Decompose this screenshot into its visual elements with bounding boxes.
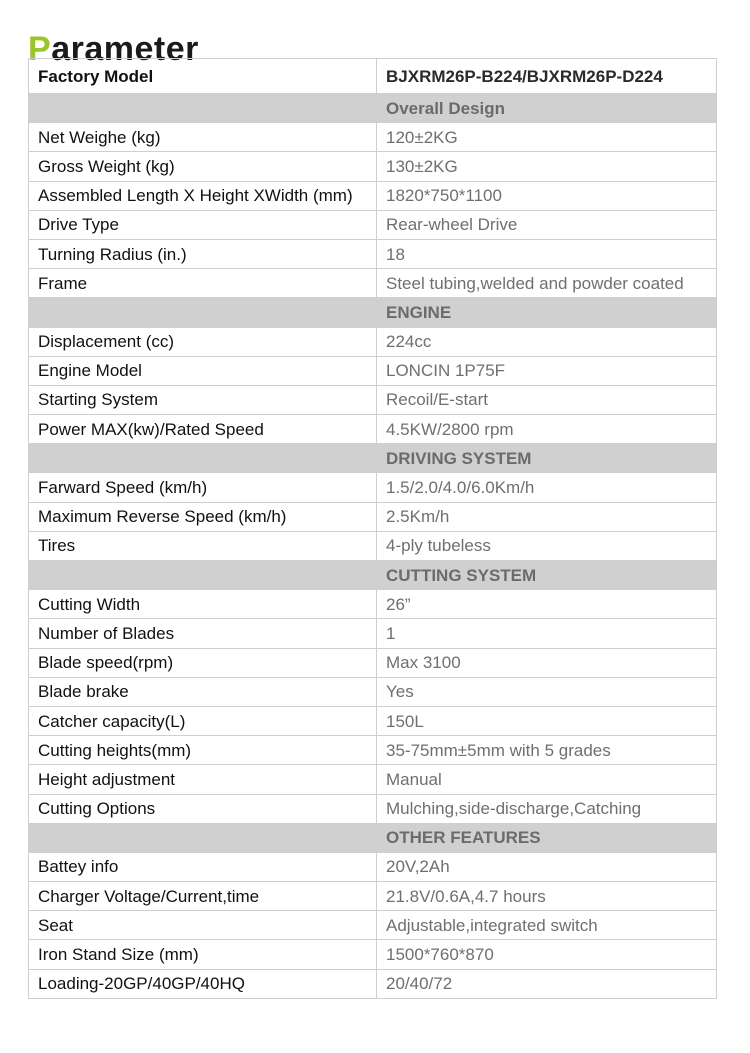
param-label: Iron Stand Size (mm) (29, 940, 377, 969)
param-value: 4-ply tubeless (377, 531, 717, 560)
factory-model-row (29, 59, 717, 94)
param-value: 20/40/72 (377, 969, 717, 998)
table-row (29, 531, 717, 560)
section-header-row (29, 823, 717, 852)
param-label: Drive Type (29, 210, 377, 239)
param-value: 20V,2Ah (377, 852, 717, 881)
param-label: Cutting Options (29, 794, 377, 823)
param-value: 120±2KG (377, 123, 717, 152)
param-value: 4.5KW/2800 rpm (377, 415, 717, 444)
table-row (29, 794, 717, 823)
title-first-letter: P (28, 29, 52, 68)
param-value: 1500*760*870 (377, 940, 717, 969)
param-label: Catcher capacity(L) (29, 706, 377, 735)
param-label: Seat (29, 911, 377, 940)
param-value: Adjustable,integrated switch (377, 911, 717, 940)
table-row (29, 677, 717, 706)
factory-model-label: Factory Model (29, 59, 377, 94)
param-label: Battey info (29, 852, 377, 881)
param-label: Turning Radius (in.) (29, 239, 377, 268)
table-row (29, 852, 717, 881)
section-title: DRIVING SYSTEM (377, 444, 717, 473)
param-label: Cutting Width (29, 590, 377, 619)
param-value: 26” (377, 590, 717, 619)
table-row (29, 123, 717, 152)
param-label: Blade speed(rpm) (29, 648, 377, 677)
title-rest: arameter (51, 29, 199, 68)
param-label: Assembled Length X Height XWidth (mm) (29, 181, 377, 210)
table-row (29, 181, 717, 210)
section-title: Overall Design (377, 94, 717, 123)
param-value: Max 3100 (377, 648, 717, 677)
param-label: Height adjustment (29, 765, 377, 794)
table-row (29, 619, 717, 648)
section-header-spacer (29, 561, 377, 590)
param-value: 21.8V/0.6A,4.7 hours (377, 882, 717, 911)
param-label: Maximum Reverse Speed (km/h) (29, 502, 377, 531)
section-title: OTHER FEATURES (377, 823, 717, 852)
table-row (29, 415, 717, 444)
param-value: LONCIN 1P75F (377, 356, 717, 385)
param-label: Farward Speed (km/h) (29, 473, 377, 502)
table-row (29, 911, 717, 940)
param-value: Steel tubing,welded and powder coated (377, 269, 717, 298)
section-header-spacer (29, 298, 377, 327)
param-value: 150L (377, 706, 717, 735)
table-row (29, 269, 717, 298)
parameter-table (28, 58, 717, 999)
param-value: 1 (377, 619, 717, 648)
param-label: Engine Model (29, 356, 377, 385)
param-label: Charger Voltage/Current,time (29, 882, 377, 911)
table-row (29, 210, 717, 239)
param-value: Mulching,side-discharge,Catching (377, 794, 717, 823)
section-header-spacer (29, 823, 377, 852)
section-header-row (29, 298, 717, 327)
section-header-row (29, 94, 717, 123)
param-label: Starting System (29, 385, 377, 414)
param-value: Rear-wheel Drive (377, 210, 717, 239)
table-row (29, 473, 717, 502)
param-label: Net Weighe (kg) (29, 123, 377, 152)
table-row (29, 765, 717, 794)
param-value: 1820*750*1100 (377, 181, 717, 210)
param-value: 1.5/2.0/4.0/6.0Km/h (377, 473, 717, 502)
param-label: Power MAX(kw)/Rated Speed (29, 415, 377, 444)
table-row (29, 590, 717, 619)
table-row (29, 327, 717, 356)
section-header-spacer (29, 94, 377, 123)
table-row (29, 239, 717, 268)
table-row (29, 502, 717, 531)
section-header-row (29, 444, 717, 473)
param-value: Recoil/E-start (377, 385, 717, 414)
table-row (29, 648, 717, 677)
param-label: Tires (29, 531, 377, 560)
param-label: Displacement (cc) (29, 327, 377, 356)
table-row (29, 736, 717, 765)
param-label: Blade brake (29, 677, 377, 706)
param-label: Frame (29, 269, 377, 298)
parameter-table-body (29, 59, 717, 999)
section-title: CUTTING SYSTEM (377, 561, 717, 590)
param-value: Manual (377, 765, 717, 794)
param-value: 130±2KG (377, 152, 717, 181)
param-label: Gross Weight (kg) (29, 152, 377, 181)
section-title: ENGINE (377, 298, 717, 327)
param-label: Cutting heights(mm) (29, 736, 377, 765)
section-header-row (29, 561, 717, 590)
table-row (29, 706, 717, 735)
table-row (29, 940, 717, 969)
table-row (29, 152, 717, 181)
param-label: Number of Blades (29, 619, 377, 648)
section-header-spacer (29, 444, 377, 473)
table-row (29, 385, 717, 414)
param-label: Loading-20GP/40GP/40HQ (29, 969, 377, 998)
param-value: Yes (377, 677, 717, 706)
table-row (29, 882, 717, 911)
table-row (29, 356, 717, 385)
table-row (29, 969, 717, 998)
param-value: 18 (377, 239, 717, 268)
param-value: 35-75mm±5mm with 5 grades (377, 736, 717, 765)
param-value: 2.5Km/h (377, 502, 717, 531)
factory-model-value: BJXRM26P-B224/BJXRM26P-D224 (377, 59, 717, 94)
param-value: 224cc (377, 327, 717, 356)
